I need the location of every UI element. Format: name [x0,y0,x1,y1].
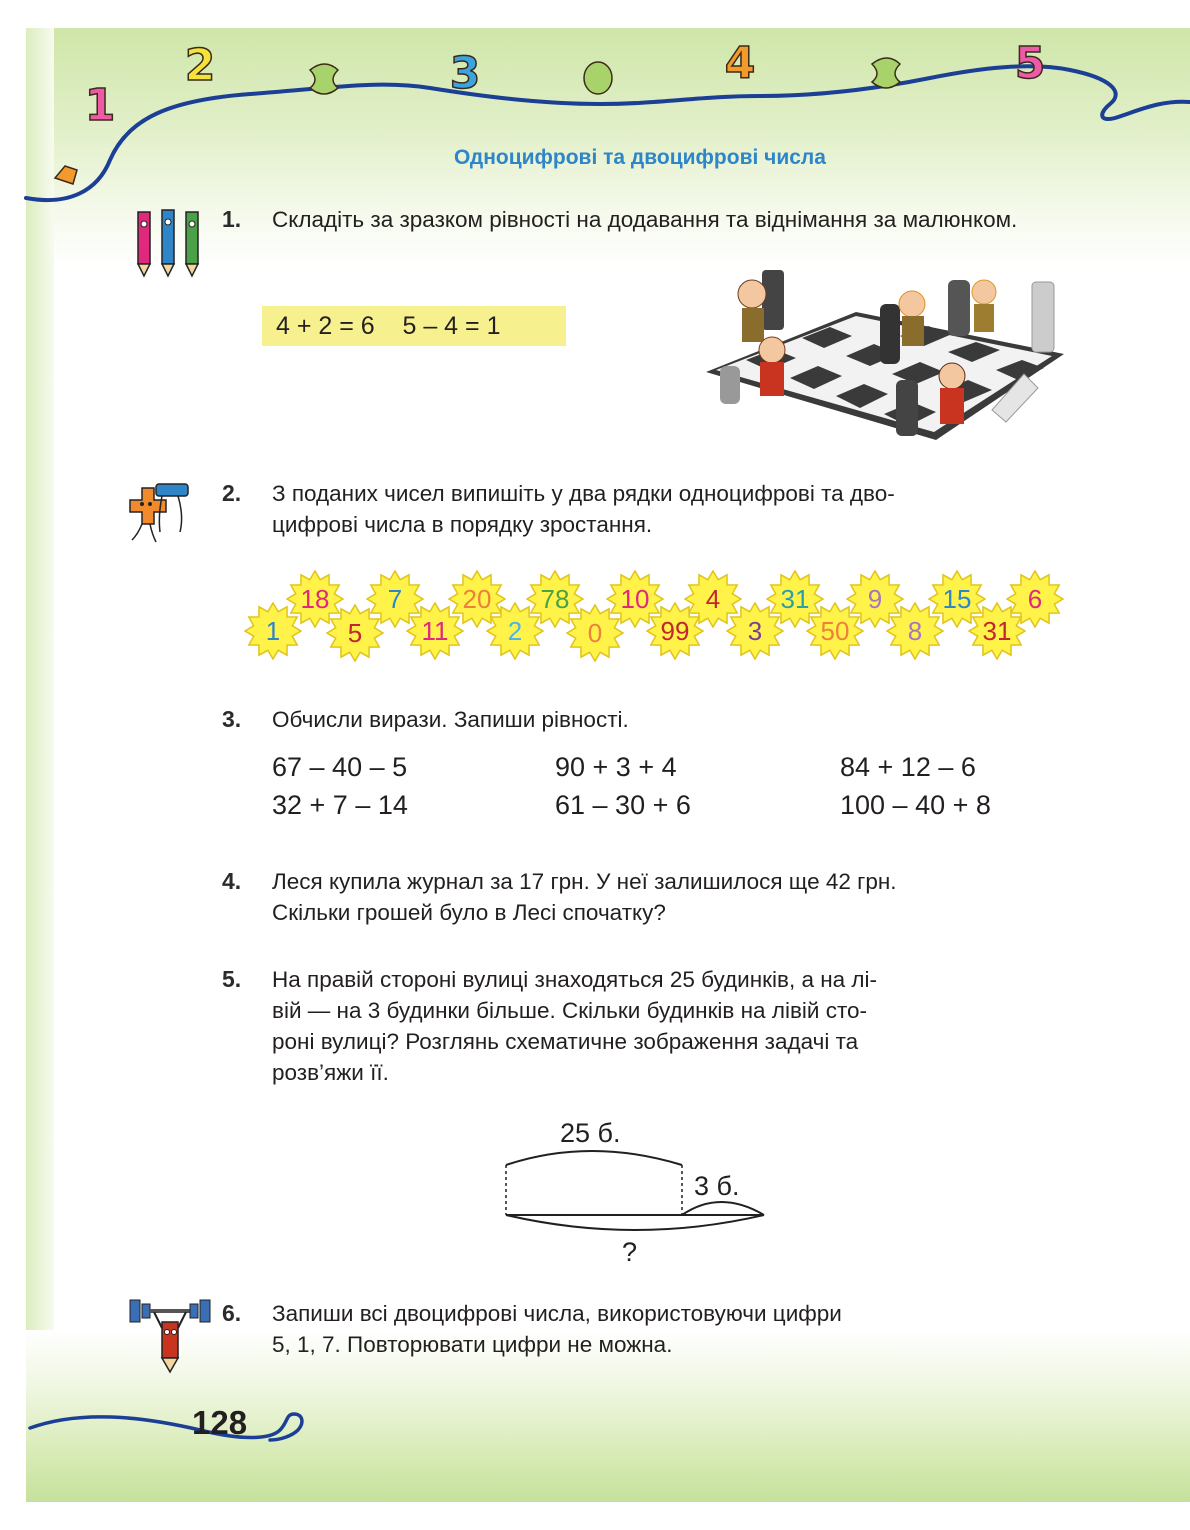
expression: 67 – 40 – 5 [272,752,408,782]
task-text-line-2: цифрові числа в порядку зростання. [272,512,653,537]
task-text-line-1: З поданих чисел випишіть у два рядки одноцифрові та дво- [272,481,895,506]
task-number: 5. [222,966,242,992]
task-5 [222,964,1082,1088]
star-number: 4 [705,584,721,614]
digit-three-character-icon: 3 [449,48,481,99]
chess-children-illustration [686,262,1070,448]
scheme-question-label: ? [622,1237,638,1267]
star-number: 7 [387,584,403,614]
squiggle-character-icon [310,64,338,94]
star-number: 99 [660,616,690,646]
task-2 [222,478,1082,540]
star-number: 5 [347,618,363,648]
star-number: 18 [300,584,330,614]
star-number: 9 [867,584,883,614]
star-number: 31 [780,584,810,614]
task-number: 2. [222,480,242,506]
task-number: 3. [222,706,242,732]
task-number: 6. [222,1300,242,1326]
digit-one-character-icon: 1 [84,80,116,131]
number-star [486,602,544,660]
task-number: 1. [222,206,242,232]
task-text-line-2: 5, 1, 7. Повторювати цифри не можна. [272,1332,673,1357]
scheme-top-label: 25 б. [560,1118,621,1148]
task-6 [222,1298,1082,1360]
brace-top [506,1151,682,1165]
task-4 [222,866,1082,928]
number-star [886,602,944,660]
task-text-line-1: На правій стороні вулиці знаходяться 25 будинків, а на лі- [272,967,878,992]
star-number: 1 [265,616,281,646]
plus-minus-characters-icon [112,478,196,548]
squiggle-character-icon [872,58,900,88]
expression: 84 + 12 – 6 [840,752,976,782]
left-band [26,28,54,1502]
number-star [806,602,864,660]
expression: 32 + 7 – 14 [272,790,408,820]
star-number: 50 [820,616,850,646]
weightlifting-pencil-icon [126,1292,214,1376]
digit-four-character-icon: 4 [724,38,756,89]
small-character-icon [55,166,77,184]
star-number: 10 [620,584,650,614]
number-star [968,602,1026,660]
brace-small [682,1202,764,1215]
task-text-line-2: вій — на 3 будинки більше. Скільки будинків на лівій сто- [272,998,868,1023]
task-number: 4. [222,868,242,894]
number-star [406,602,464,660]
expression: 90 + 3 + 4 [555,752,677,782]
star-number: 8 [907,616,923,646]
star-number: 2 [507,616,523,646]
task-text-line-1: Леся купила журнал за 17 грн. У неї залишилося ще 42 грн. [272,869,897,894]
number-star [566,604,624,662]
pencils-icon [124,206,216,280]
zero-character-icon [584,62,612,94]
number-stars [240,570,1070,670]
star-number: 78 [540,584,570,614]
header-decoration [0,0,1190,230]
page-title: Одноцифрові та двоцифрові числа [454,146,826,169]
star-number: 6 [1027,584,1043,614]
task-text-line-3: роні вулиці? Розглянь схематичне зображення задачі та [272,1029,859,1054]
number-star [244,602,302,660]
scheme-right-label: 3 б. [694,1171,740,1201]
task-5-scheme [490,1115,780,1275]
task-text-line-2: Скільки грошей було в Лесі спочатку? [272,900,666,925]
star-number: 3 [747,616,763,646]
task-text-line-1: Запиши всі двоцифрові числа, використовуючи цифри [272,1301,842,1326]
expression: 100 – 40 + 8 [840,790,991,820]
brace-bottom [506,1215,764,1230]
star-number: 31 [982,616,1012,646]
task-text: Складіть за зразком рівності на додавання та віднімання за малюнком. [272,207,1018,232]
star-number: 20 [462,584,492,614]
page-number: 128 [192,1404,248,1441]
number-star [326,604,384,662]
number-star [726,602,784,660]
star-number: 0 [587,618,603,648]
task-text: Обчисли вирази. Запиши рівності. [272,707,629,732]
star-number: 11 [421,616,449,646]
sample-equations: 4 + 2 = 6 5 – 4 = 1 [262,306,566,346]
expression: 61 – 30 + 6 [555,790,691,820]
star-number: 15 [942,584,972,614]
digit-five-character-icon: 5 [1014,38,1046,89]
task-text-line-4: розв’яжи її. [272,1060,389,1085]
task-1 [222,204,1082,235]
footer-decoration [0,1380,1190,1480]
digit-two-character-icon: 2 [184,40,216,91]
number-star [646,602,704,660]
task-3 [222,704,1082,735]
footer-wave [30,1414,302,1440]
